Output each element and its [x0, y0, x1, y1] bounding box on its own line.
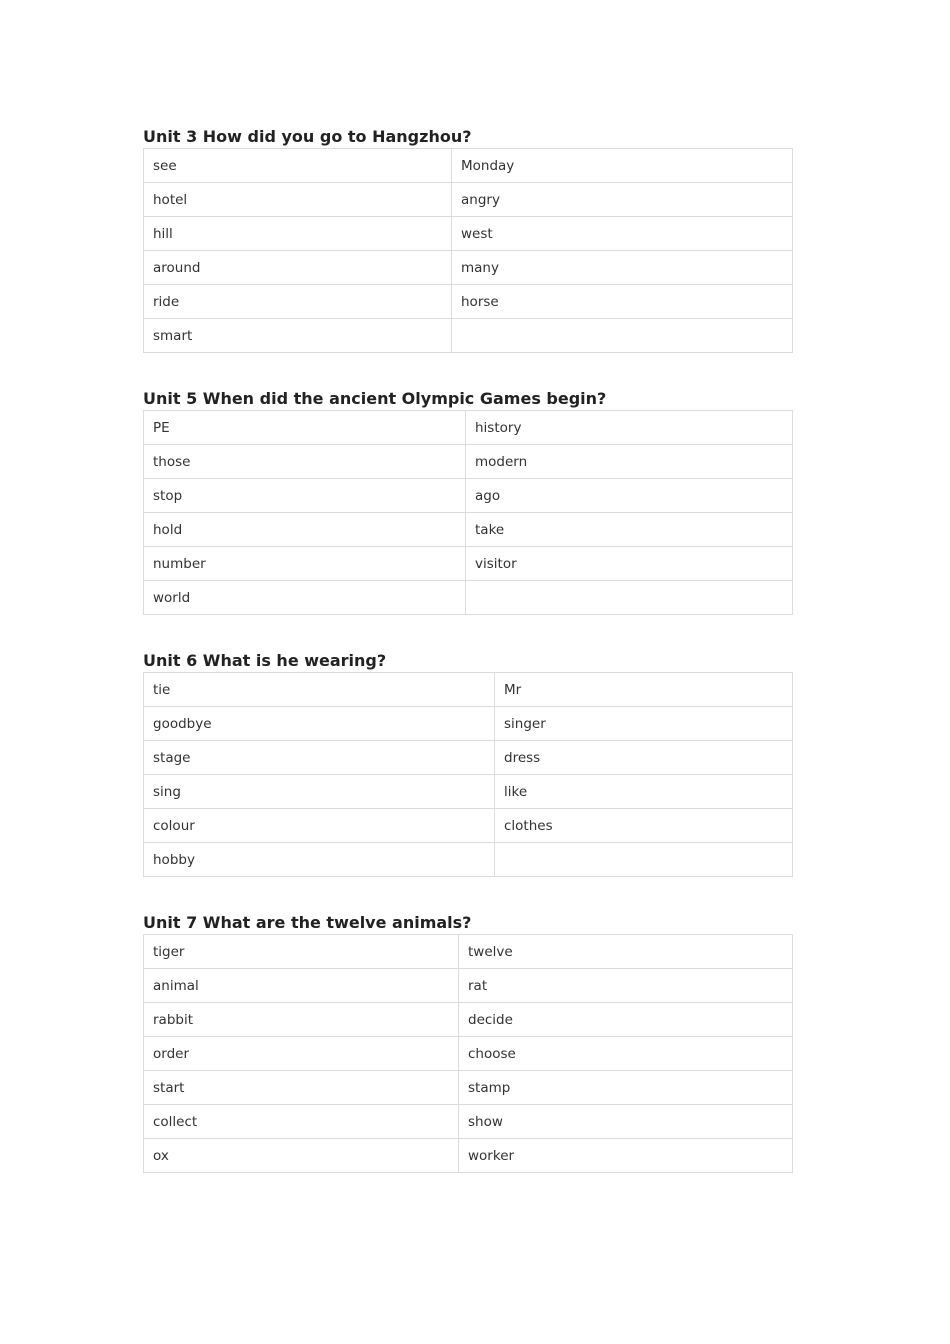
word-cell: stop	[144, 479, 466, 513]
vocab-table	[143, 148, 793, 353]
word-cell: animal	[144, 969, 459, 1003]
word-cell: angry	[452, 183, 793, 217]
table-row	[144, 707, 793, 741]
word-cell: those	[144, 445, 466, 479]
table-row	[144, 285, 793, 319]
table-row	[144, 319, 793, 353]
table-row	[144, 581, 793, 615]
word-cell: start	[144, 1071, 459, 1105]
word-cell: singer	[495, 707, 793, 741]
table-row	[144, 411, 793, 445]
word-cell: rat	[459, 969, 793, 1003]
table-row	[144, 969, 793, 1003]
word-cell: ride	[144, 285, 452, 319]
word-cell: hold	[144, 513, 466, 547]
word-cell	[466, 581, 793, 615]
table-row	[144, 1071, 793, 1105]
vocab-table	[143, 410, 793, 615]
table-row	[144, 843, 793, 877]
word-cell: Mr	[495, 673, 793, 707]
word-cell: horse	[452, 285, 793, 319]
word-cell	[495, 843, 793, 877]
section-title: Unit 3 How did you go to Hangzhou?	[143, 127, 472, 146]
table-row	[144, 217, 793, 251]
word-cell: history	[466, 411, 793, 445]
word-cell	[452, 319, 793, 353]
word-cell: hobby	[144, 843, 495, 877]
vocab-table	[143, 934, 793, 1173]
word-cell: ox	[144, 1139, 459, 1173]
word-cell: tie	[144, 673, 495, 707]
word-cell: order	[144, 1037, 459, 1071]
word-cell: hotel	[144, 183, 452, 217]
word-cell: smart	[144, 319, 452, 353]
table-row	[144, 513, 793, 547]
table-row	[144, 741, 793, 775]
word-cell: worker	[459, 1139, 793, 1173]
word-cell: show	[459, 1105, 793, 1139]
table-row	[144, 445, 793, 479]
table-row	[144, 1003, 793, 1037]
table-row	[144, 1037, 793, 1071]
word-cell: goodbye	[144, 707, 495, 741]
word-cell: see	[144, 149, 452, 183]
word-cell: modern	[466, 445, 793, 479]
word-cell: sing	[144, 775, 495, 809]
unit-section	[143, 650, 792, 877]
unit-section	[143, 388, 792, 615]
word-cell: many	[452, 251, 793, 285]
word-cell: dress	[495, 741, 793, 775]
section-title: Unit 7 What are the twelve animals?	[143, 913, 472, 932]
word-cell: take	[466, 513, 793, 547]
vocab-table	[143, 672, 793, 877]
word-cell: ago	[466, 479, 793, 513]
table-row	[144, 673, 793, 707]
table-row	[144, 1105, 793, 1139]
table-row	[144, 183, 793, 217]
word-cell: clothes	[495, 809, 793, 843]
word-cell: twelve	[459, 935, 793, 969]
word-cell: west	[452, 217, 793, 251]
word-cell: PE	[144, 411, 466, 445]
word-cell: stage	[144, 741, 495, 775]
word-cell: like	[495, 775, 793, 809]
table-row	[144, 935, 793, 969]
section-title: Unit 5 When did the ancient Olympic Games begin?	[143, 389, 607, 408]
word-cell: decide	[459, 1003, 793, 1037]
word-cell: hill	[144, 217, 452, 251]
word-cell: choose	[459, 1037, 793, 1071]
word-cell: stamp	[459, 1071, 793, 1105]
table-row	[144, 251, 793, 285]
table-row	[144, 1139, 793, 1173]
table-row	[144, 149, 793, 183]
word-cell: number	[144, 547, 466, 581]
word-cell: tiger	[144, 935, 459, 969]
word-cell: collect	[144, 1105, 459, 1139]
section-title: Unit 6 What is he wearing?	[143, 651, 387, 670]
word-cell: Monday	[452, 149, 793, 183]
word-cell: rabbit	[144, 1003, 459, 1037]
word-cell: colour	[144, 809, 495, 843]
word-cell: visitor	[466, 547, 793, 581]
table-row	[144, 547, 793, 581]
table-row	[144, 479, 793, 513]
unit-section	[143, 126, 792, 353]
word-cell: world	[144, 581, 466, 615]
table-row	[144, 809, 793, 843]
unit-section	[143, 912, 792, 1173]
word-cell: around	[144, 251, 452, 285]
table-row	[144, 775, 793, 809]
